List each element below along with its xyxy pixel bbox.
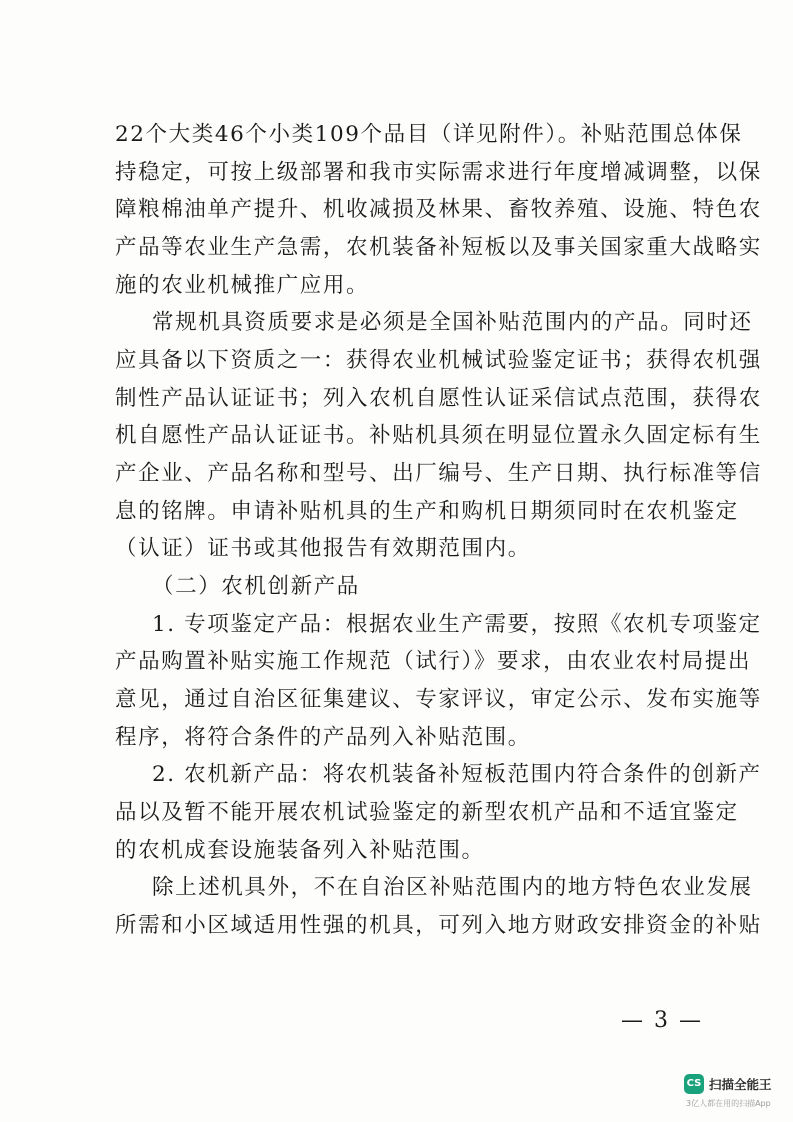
body-line: 障粮棉油单产提升、机收减损及林果、畜牧养殖、设施、特色农: [115, 197, 762, 222]
section-heading: （二）农机创新产品: [152, 574, 360, 599]
body-line: 持稳定，可按上级部署和我市实际需求进行年度增减调整，以保: [115, 160, 762, 185]
watermark-subtitle: 3亿人都在用的扫描App: [686, 1099, 771, 1108]
body-line: 制性产品认证证书；列入农机自愿性认证采信试点范围，获得农: [115, 386, 762, 411]
paragraph-first-line: 2. 农机新产品：将农机装备补短板范围内符合条件的创新产: [152, 762, 762, 787]
body-line: 产品购置补贴实施工作规范（试行）》要求，由农业农村局提出: [115, 649, 752, 674]
body-line: 22个大类46个小类109个品目（详见附件）。补贴范围总体保: [115, 122, 743, 147]
body-line: 意见，通过自治区征集建议、专家评议，审定公示、发布实施等: [115, 687, 762, 712]
body-line: 品以及暂不能开展农机试验鉴定的新型农机产品和不适宜鉴定: [115, 800, 739, 825]
paragraph-first-line: 1. 专项鉴定产品：根据农业生产需要，按照《农机专项鉴定: [152, 612, 762, 637]
body-line: 息的铭牌。申请补贴机具的生产和购机日期须同时在农机鉴定: [115, 499, 739, 524]
body-line: 应具备以下资质之一：获得农业机械试验鉴定证书；获得农机强: [115, 348, 762, 373]
body-line: 所需和小区域适用性强的机具，可列入地方财政安排资金的补贴: [115, 913, 762, 938]
camscanner-logo-icon: CS: [684, 1074, 704, 1094]
watermark-title: 扫描全能王: [709, 1077, 772, 1092]
body-line: （认证）证书或其他报告有效期范围内。: [115, 536, 531, 561]
scanner-watermark: [684, 1071, 788, 1115]
paragraph-first-line: 除上述机具外，不在自治区补贴范围内的地方特色农业发展: [152, 875, 753, 900]
body-line: 程序，将符合条件的产品列入补贴范围。: [115, 725, 531, 750]
paragraph-first-line: 常规机具资质要求是必须是全国补贴范围内的产品。同时还: [152, 310, 753, 335]
body-line: 产品等农业生产急需，农机装备补短板以及事关国家重大战略实: [115, 235, 762, 260]
body-line: 机自愿性产品认证证书。补贴机具须在明显位置永久固定标有生: [115, 423, 762, 448]
body-line: 施的农业机械推广应用。: [115, 273, 370, 298]
body-line: 的农机成套设施装备列入补贴范围。: [115, 838, 485, 863]
body-line: 产企业、产品名称和型号、出厂编号、生产日期、执行标准等信: [115, 461, 762, 486]
page-number: — 3 —: [621, 1008, 703, 1033]
